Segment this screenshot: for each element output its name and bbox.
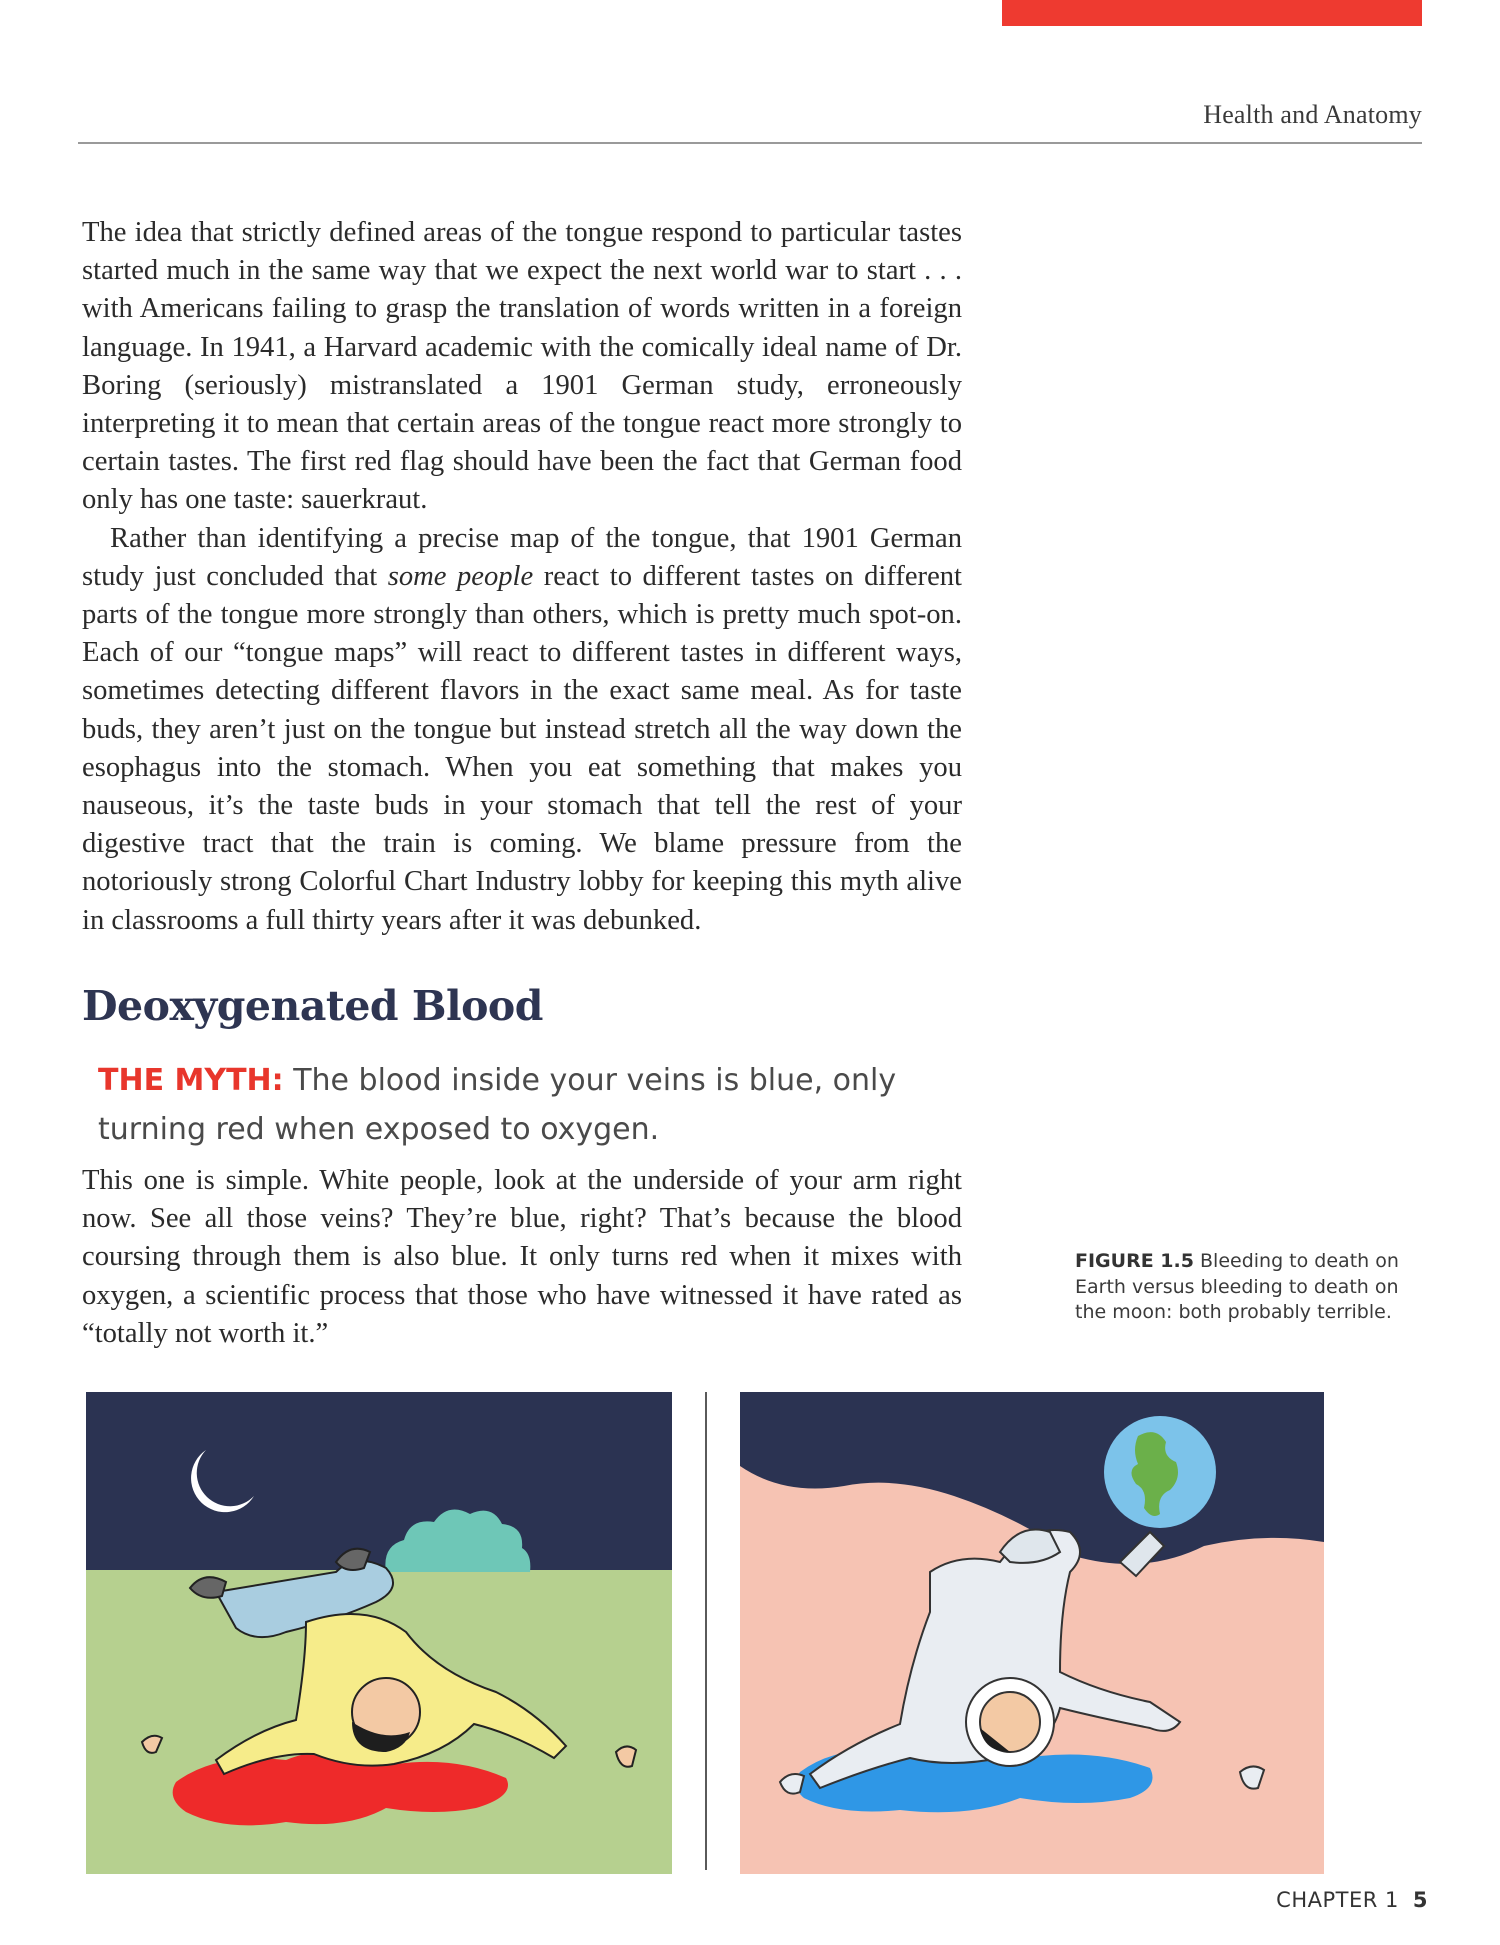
paragraph: The idea that strictly defined areas of the tongue respond to particular tastes started much in the same way that we expect the next world war to start . . . with Americans failing to grasp the translation of words written in a foreign language. In 1941, a Harvard academic with the comically ideal name of Dr. Boring (seriously) mistranslated a 1901 German study, erroneously interpreting it to mean that certain areas of the tongue react more strongly to certain tastes. The first red flag should have been the fact that German food only has one taste: sauerkraut. [82,217,962,516]
night-sky [86,1392,672,1572]
myth-text: The blood inside your veins is blue, only turning red when exposed to oxygen. [98,1063,897,1147]
earth-illustration [86,1392,672,1874]
section-title: Deoxygenated Blood [82,982,543,1030]
tongue-map-section [82,214,962,940]
myth-label: THE MYTH: [98,1063,284,1098]
page-number: 5 [1412,1888,1428,1912]
text-run: react to different tastes on different parts of the tongue more strongly than others, which is pretty much spot-on. Each of our “tongue maps” will react to different tastes in different ways, sometimes detecting different flavors in the exact same meal. As for taste buds, they aren’t just on the tongue but instead stretch all the way down the esophagus into the stomach. When you eat something that makes you nauseous, it’s the taste buds in your stomach that tell the rest of your digestive tract that the train is coming. We blame pressure from the notoriously strong Colorful Chart Industry lobby for keeping this myth alive in classrooms a full thirty years after it was debunked. [82,560,962,936]
header-rule [78,142,1422,144]
running-head: Health and Anatomy [1203,100,1422,129]
text-run: Rather than identifying a precise map of the tongue, that 1901 German study just concluded that [82,522,962,592]
page-footer [1276,1888,1428,1912]
chapter-color-tab [1002,0,1422,26]
caption-text: Bleeding to death on Earth versus bleeding to death on the moon: both probably terrible. [1075,1250,1399,1323]
deoxygenated-blood-section [82,1162,962,1353]
moon-illustration [740,1392,1324,1874]
paragraph [82,520,962,940]
figure-caption [1075,1249,1435,1326]
myth-statement [98,1056,938,1154]
emphasis-text: some people [387,560,534,592]
paragraph: This one is simple. White people, look at the underside of your arm right now. See all those veins? They’re blue, right? That’s because the blood coursing through them is also blue. It only turns red when it mixes with oxygen, a scientific process that those who have witnessed it have rated as “totally not worth it.” [82,1165,962,1349]
figure-divider [705,1392,707,1870]
figure-label: FIGURE 1.5 [1075,1250,1194,1272]
chapter-label: CHAPTER 1 [1276,1888,1399,1912]
